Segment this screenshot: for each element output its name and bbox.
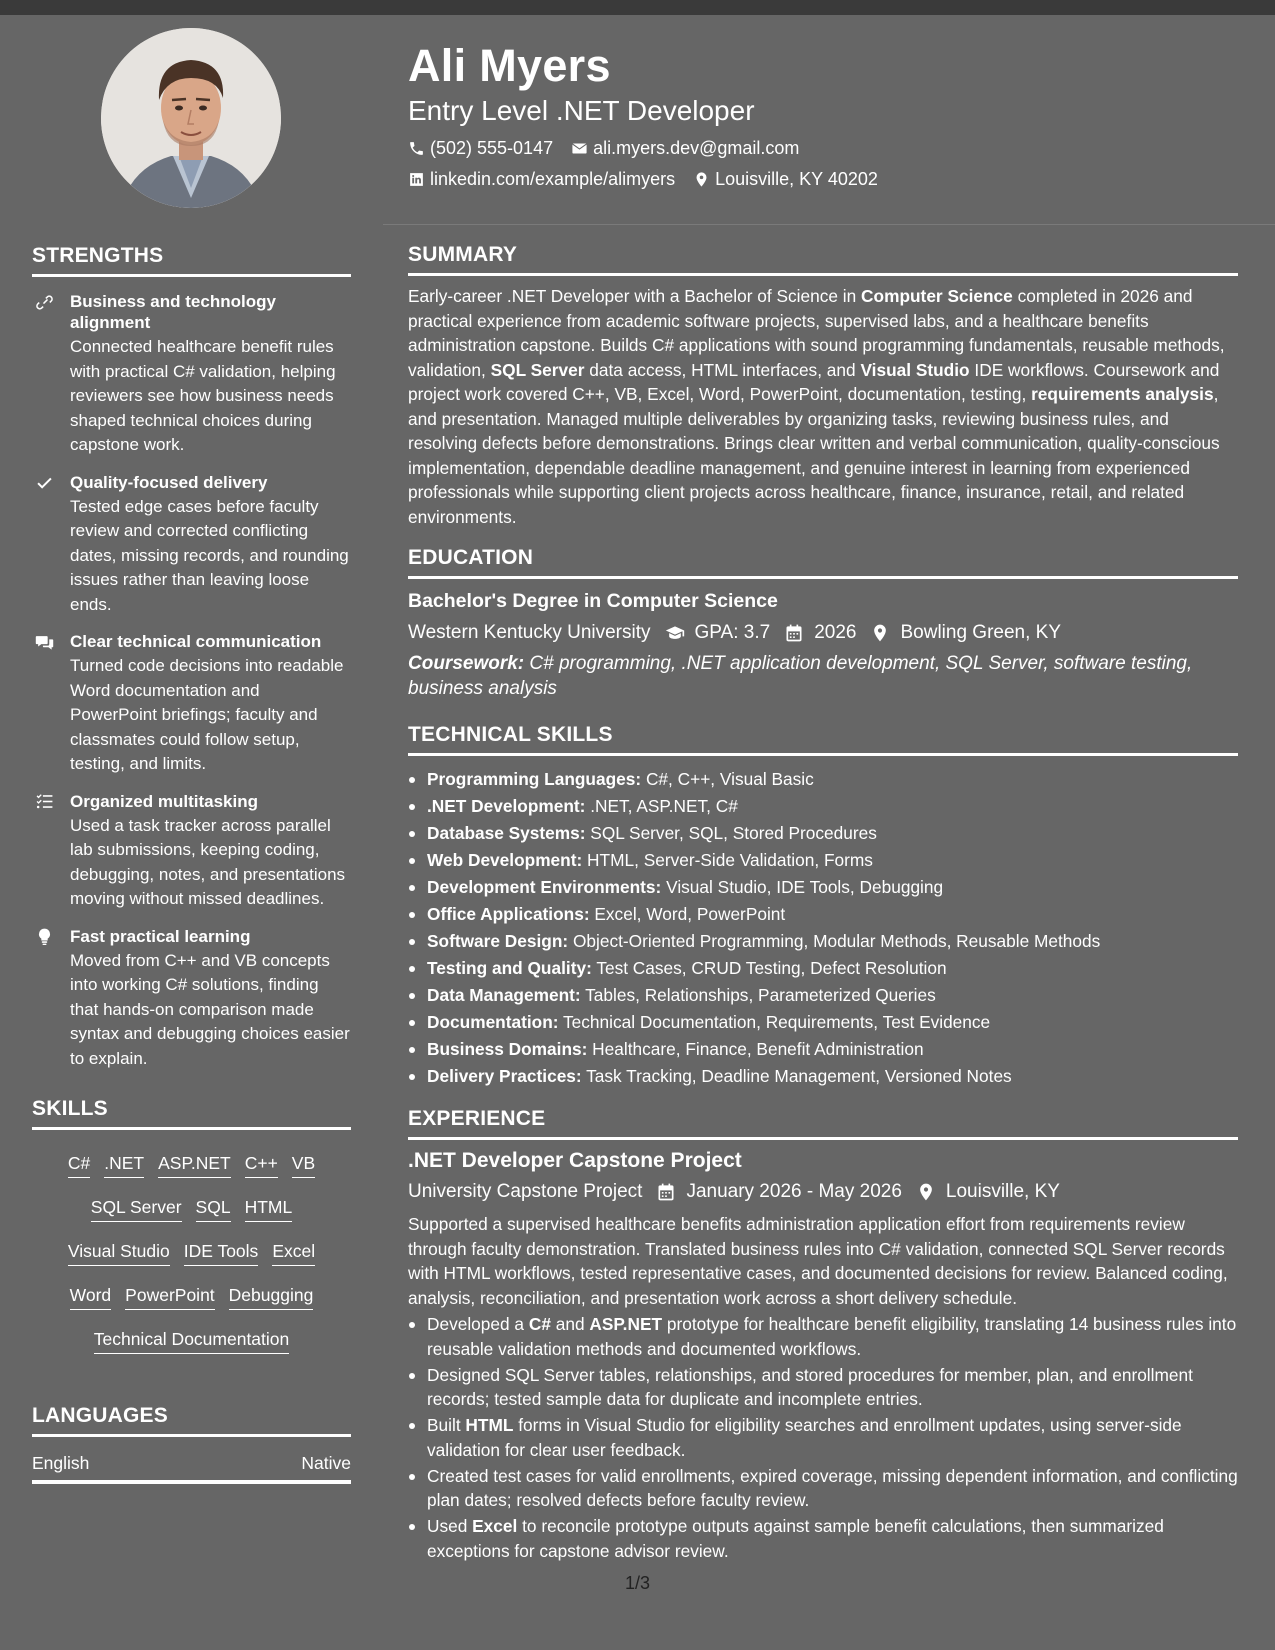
job-title: .NET Developer Capstone Project [408, 1149, 742, 1172]
language-name: English [32, 1453, 90, 1473]
email-text: ali.myers.dev@gmail.com [593, 138, 800, 158]
experience-bullets [408, 1312, 1238, 1563]
gpa-text: GPA: 3.7 [694, 622, 771, 643]
linkedin-contact [408, 168, 675, 190]
education-meta [408, 621, 1238, 645]
degree-title: Bachelor's Degree in Computer Science [408, 590, 778, 612]
strength-item [32, 631, 351, 777]
job-org: University Capstone Project [408, 1181, 643, 1202]
job-dates: January 2026 - May 2026 [686, 1181, 902, 1202]
strength-description: Moved from C++ and VB concepts into working C# solutions, finding that hands-on comparison made syntax and debugging choices easier to explain. [70, 950, 350, 1068]
page-top-bar [0, 0, 1275, 15]
summary-text: Early-career .NET Developer with a Bachelor of Science in Computer Science completed in 2026 and practical experience from academic software projects, supervised labs, and a healthcare benefits administration capstone. Builds C# applications with sound programming fundamentals, reusable methods, validation, SQL Server data access, HTML interfaces, and Visual Studio IDE workflows. Coursework and project work covered C++, VB, Excel, Word, PowerPoint, documentation, testing, requirements analysis, and presentation. Managed multiple deliverables by organizing tasks, reviewing business rules, and resolving defects before demonstrations. Brings clear written and verbal communication, quality-conscious implementation, dependable deadline management, and genuine interest in learning from experienced professionals while supporting client projects across healthcare, finance, insurance, retail, and related environments. [408, 286, 1225, 527]
skill-tag: .NET [104, 1152, 144, 1178]
skill-tag: C++ [245, 1152, 278, 1178]
skill-tag: SQL Server [91, 1196, 182, 1222]
skill-tag: Word [70, 1284, 112, 1310]
list-item: Designed SQL Server tables, relationships, and stored procedures for member, plan, and enrollment records; tested sample data for duplicate and incomplete entries. [408, 1363, 1238, 1412]
list-item: Business Domains: Healthcare, Finance, Benefit Administration [408, 1036, 1238, 1063]
comments-icon [32, 632, 56, 652]
email-contact [571, 137, 799, 159]
skill-tag: HTML [245, 1196, 293, 1222]
phone-text: (502) 555-0147 [430, 138, 554, 158]
calendar-icon [784, 623, 804, 643]
list-item: Documentation: Technical Documentation, Requirements, Test Evidence [408, 1009, 1238, 1036]
list-item: Built HTML forms in Visual Studio for eligibility searches and enrollment updates, using server-side validation for clear user feedback. [408, 1413, 1238, 1462]
profile-photo [101, 28, 281, 208]
candidate-role: Entry Level .NET Developer [408, 95, 755, 126]
strength-item [32, 291, 351, 458]
left-column [32, 28, 351, 1484]
technical-skills-heading: TECHNICAL SKILLS [408, 723, 1238, 756]
strength-title: Business and technology alignment [70, 292, 276, 332]
job-location: Louisville, KY [945, 1181, 1060, 1202]
skill-tag: ASP.NET [158, 1152, 231, 1178]
education-heading: EDUCATION [408, 546, 1238, 579]
map-pin-icon [693, 171, 710, 188]
strength-description: Tested edge cases before faculty review and corrected conflicting dates, missing records, and rounding issues rather than leaving loose ends. [70, 496, 349, 614]
link-icon [32, 292, 56, 312]
graduation-year: 2026 [814, 622, 857, 643]
linkedin-text: linkedin.com/example/alimyers [430, 169, 676, 189]
contact-line-1 [408, 137, 1238, 159]
strength-description: Turned code decisions into readable Word documentation and PowerPoint briefings; faculty and classmates could follow setup, testing, and limits. [70, 656, 344, 773]
map-pin-icon [870, 623, 890, 643]
phone-icon [408, 140, 425, 157]
strength-item [32, 926, 351, 1072]
list-item: Programming Languages: C#, C++, Visual Basic [408, 766, 1238, 793]
list-item: Software Design: Object-Oriented Programming, Modular Methods, Reusable Methods [408, 928, 1238, 955]
language-level: Native [301, 1453, 351, 1473]
skill-tag: VB [292, 1152, 315, 1178]
envelope-icon [571, 140, 588, 157]
experience-heading: EXPERIENCE [408, 1107, 1238, 1140]
job-dates-item [656, 1180, 901, 1204]
strengths-heading: STRENGTHS [32, 244, 351, 277]
summary-heading: SUMMARY [408, 243, 1238, 276]
skills-heading: SKILLS [32, 1097, 351, 1130]
lightbulb-icon [32, 927, 56, 947]
job-meta [408, 1180, 1238, 1204]
avatar-illustration [101, 28, 281, 208]
school-name: Western Kentucky University [408, 622, 651, 643]
strength-title: Clear technical communication [70, 632, 322, 651]
education-location-item [870, 621, 1061, 645]
candidate-name: Ali Myers [408, 40, 611, 91]
list-item: Database Systems: SQL Server, SQL, Stored Procedures [408, 820, 1238, 847]
technical-skills-list [408, 766, 1238, 1090]
skills-cloud [32, 1144, 351, 1364]
map-pin-icon [916, 1182, 936, 1202]
check-icon [32, 473, 56, 493]
strength-item [32, 472, 351, 618]
resume-header [408, 40, 1238, 190]
list-item: Delivery Practices: Task Tracking, Deadline Management, Versioned Notes [408, 1063, 1238, 1090]
location-contact [693, 168, 878, 190]
header-divider [383, 224, 1275, 225]
strength-description: Used a task tracker across parallel lab submissions, keeping coding, debugging, notes, and presentations moving without missed deadlines. [70, 815, 346, 908]
strength-title: Quality-focused delivery [70, 472, 268, 492]
list-item: Testing and Quality: Test Cases, CRUD Testing, Defect Resolution [408, 955, 1238, 982]
right-column [408, 243, 1238, 1565]
task-list-icon [32, 792, 56, 812]
skill-tag: SQL [196, 1196, 231, 1222]
skill-tag: Excel [272, 1240, 315, 1266]
list-item: Developed a C# and ASP.NET prototype for healthcare benefit eligibility, translating 14 business rules into reusable validation methods and documented workflows. [408, 1312, 1238, 1361]
strength-title: Fast practical learning [70, 926, 251, 946]
list-item: Web Development: HTML, Server-Side Validation, Forms [408, 847, 1238, 874]
skill-tag: Debugging [229, 1284, 314, 1310]
gpa-item [665, 621, 771, 645]
language-row [32, 1453, 351, 1484]
list-item: Office Applications: Excel, Word, PowerPoint [408, 901, 1238, 928]
education-location: Bowling Green, KY [900, 622, 1062, 643]
skill-tag: PowerPoint [125, 1284, 215, 1310]
coursework-line: Coursework: C# programming, .NET application development, SQL Server, software testing, business analysis [408, 653, 1193, 699]
skill-tag: IDE Tools [184, 1240, 259, 1266]
year-item [784, 621, 856, 645]
phone-contact [408, 137, 553, 159]
contact-line-2 [408, 168, 1238, 190]
linkedin-icon [408, 171, 425, 188]
job-description: Supported a supervised healthcare benefits administration application effort from requirements review through faculty demonstration. Translated business rules into C# validation, connected SQL Server records with HTML workflows, tested representative cases, and documented decisions for review. Balanced coding, analysis, reconciliation, and presentation work across a short delivery schedule. [408, 1214, 1228, 1308]
graduation-cap-icon [665, 623, 685, 643]
list-item: .NET Development: .NET, ASP.NET, C# [408, 793, 1238, 820]
page-number: 1/3 [624, 1573, 651, 1593]
strength-item [32, 791, 351, 912]
skill-tag: Technical Documentation [94, 1328, 290, 1354]
strength-description: Connected healthcare benefit rules with practical C# validation, helping reviewers see how business needs shaped technical choices during capstone work. [70, 337, 336, 454]
languages-heading: LANGUAGES [32, 1404, 351, 1437]
list-item: Used Excel to reconcile prototype outputs against sample benefit calculations, then summarized exceptions for capstone advisor review. [408, 1514, 1238, 1563]
job-location-item [916, 1180, 1060, 1204]
strength-title: Organized multitasking [70, 791, 258, 811]
list-item: Data Management: Tables, Relationships, Parameterized Queries [408, 982, 1238, 1009]
skill-tag: C# [68, 1152, 90, 1178]
list-item: Development Environments: Visual Studio, IDE Tools, Debugging [408, 874, 1238, 901]
calendar-icon [656, 1182, 676, 1202]
skill-tag: Visual Studio [68, 1240, 170, 1266]
location-text: Louisville, KY 40202 [715, 169, 878, 189]
list-item: Created test cases for valid enrollments, expired coverage, missing dependent information, and conflicting plan dates; resolved defects before faculty review. [408, 1464, 1238, 1513]
